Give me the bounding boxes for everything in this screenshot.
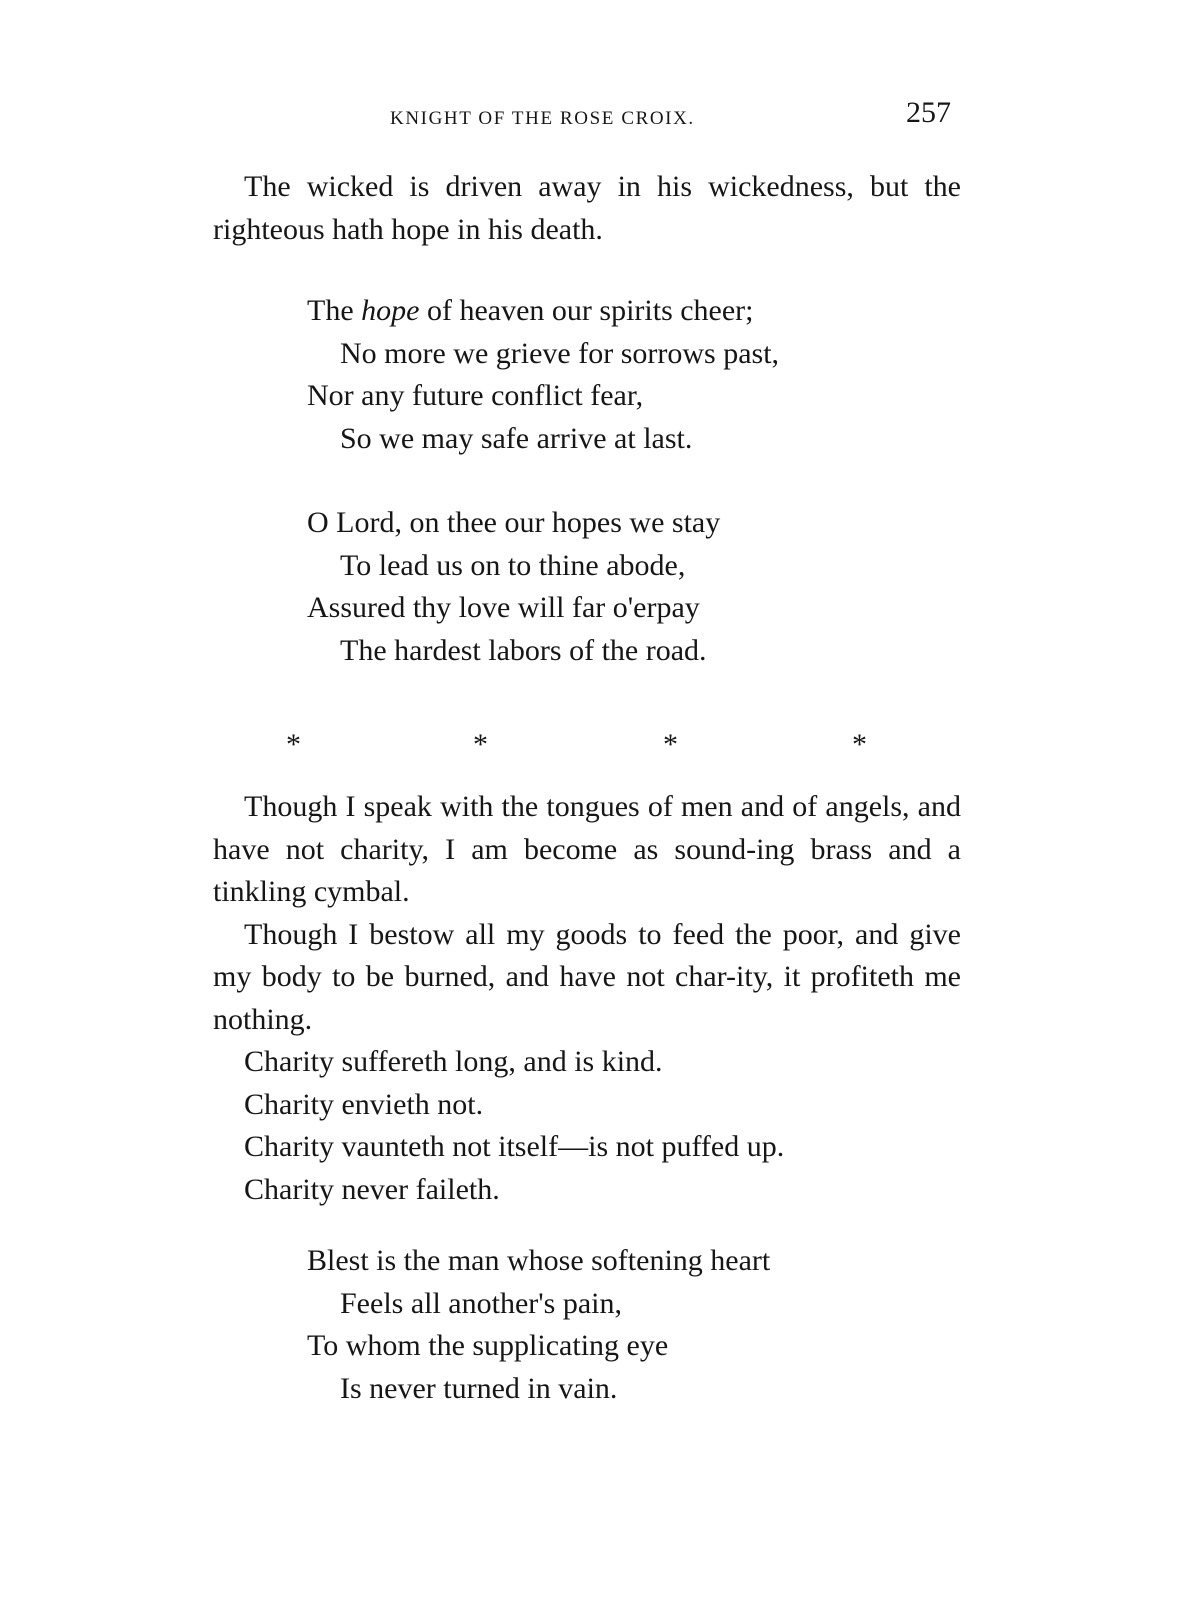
charity-line: Charity never faileth.	[244, 1172, 500, 1206]
page-number: 257	[906, 96, 951, 129]
verse-line: No more we grieve for sorrows past,	[340, 336, 780, 370]
hymn-two-stanza	[307, 1240, 770, 1410]
verse-line: Nor any future conflict fear,	[307, 379, 644, 412]
intro-paragraph: The wicked is driven away in his wickedness, but the righteous hath hope in his death.	[213, 170, 961, 246]
charity-line: Charity vaunteth not itself—is not puffed up.	[244, 1130, 785, 1163]
verse-line: The hardest labors of the road.	[340, 633, 707, 667]
running-title: KNIGHT OF THE ROSE CROIX.	[390, 108, 695, 129]
charity-line: Charity suffereth long, and is kind.	[244, 1045, 663, 1078]
verse-line: To whom the supplicating eye	[307, 1329, 669, 1362]
hymn-one-stanza-two	[307, 502, 720, 672]
separator-star: *	[473, 728, 488, 761]
verse-line: Assured thy love will far o'erpay	[307, 591, 700, 624]
separator-star: *	[663, 728, 678, 761]
charity-paragraph: Though I speak with the tongues of men and of angels, and have not charity, I am become as sound-ing brass and a tinkling cymbal.	[213, 790, 961, 908]
verse-line: To lead us on to thine abode,	[340, 548, 686, 582]
italic-word: hope	[361, 294, 420, 327]
separator-star: *	[852, 728, 867, 761]
charity-passage	[213, 786, 961, 1211]
hymn-one-stanza-one	[307, 290, 779, 460]
verse-line: Feels all another's pain,	[340, 1286, 622, 1320]
verse-line: So we may safe arrive at last.	[340, 421, 693, 455]
intro-paragraph-block	[213, 166, 961, 251]
charity-line: Charity envieth not.	[244, 1087, 484, 1121]
verse-line: Blest is the man whose softening heart	[307, 1244, 771, 1277]
charity-paragraph: Though I bestow all my goods to feed the poor, and give my body to be burned, and have not char-ity, it profiteth me nothing.	[213, 917, 961, 1036]
verse-line: O Lord, on thee our hopes we stay	[307, 506, 721, 539]
verse-line: Is never turned in vain.	[340, 1371, 618, 1405]
verse-line: The hope of heaven our spirits cheer;	[307, 294, 754, 327]
separator-star: *	[286, 728, 301, 761]
